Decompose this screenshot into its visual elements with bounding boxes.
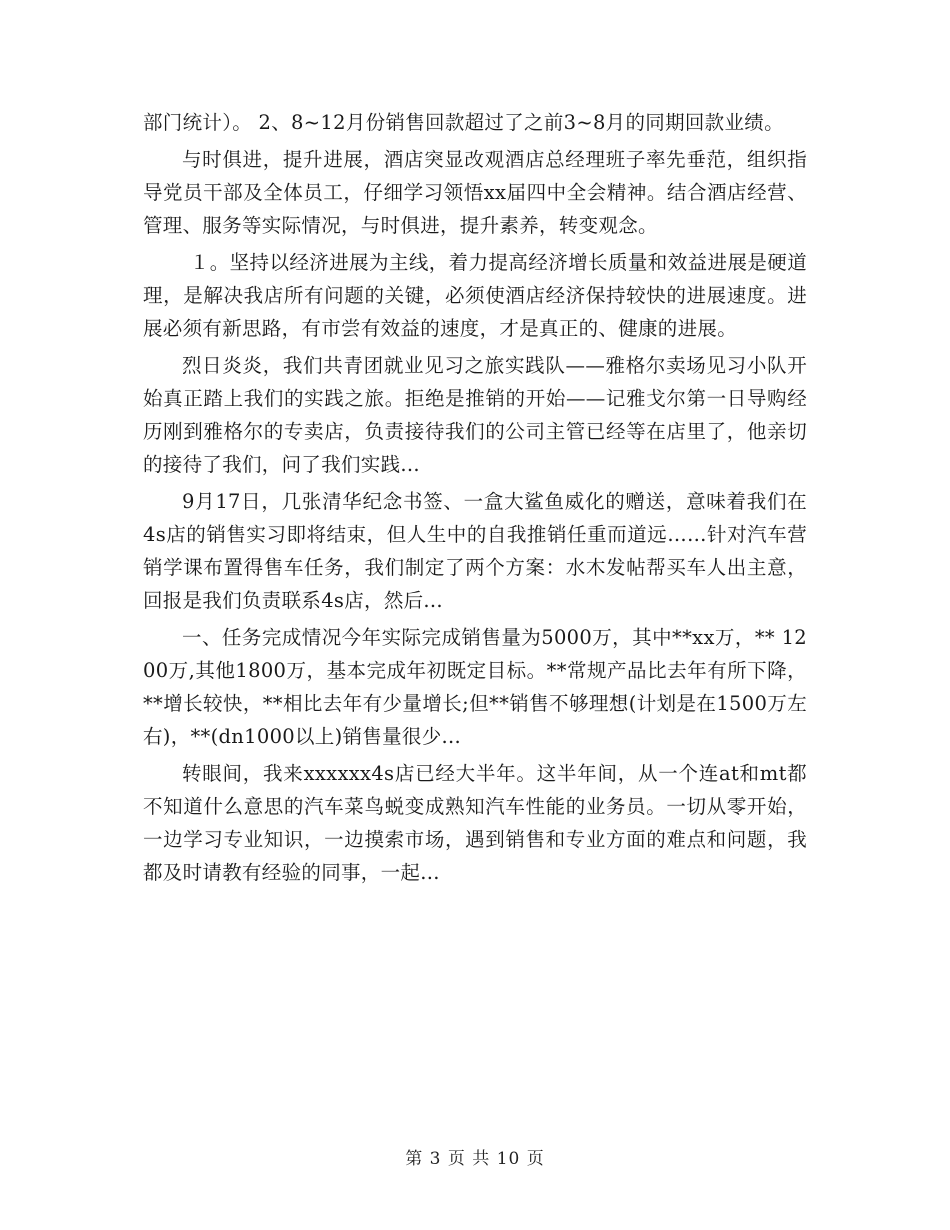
document-body <box>143 106 807 889</box>
paragraph-5: 9月17日，几张清华纪念书签、一盒大鲨鱼威化的赠送，意味着我们在4s店的销售实习即将结束，但人生中的自我推销任重而道远……针对汽车营销学课布置得售车任务，我们制定了两个方案：水木发帖帮买车人出主意，回报是我们负责联系4s店，然后... <box>143 490 807 612</box>
page-footer: 第 3 页 共 10 页 <box>405 1149 545 1169</box>
paragraph-3: １。坚持以经济进展为主线，着力提高经济增长质量和效益进展是硬道理，是解决我店所有问题的关键，必须使酒店经济保持较快的进展速度。进展必须有新思路，有市尝有效益的速度，才是真正的、健康的进展。 <box>143 251 807 340</box>
paragraph-4: 烈日炎炎，我们共青团就业见习之旅实践队——雅格尔卖场见习小队开始真正踏上我们的实践之旅。拒绝是推销的开始——记雅戈尔第一日导购经历刚到雅格尔的专卖店，负责接待我们的公司主管已经等在店里了，他亲切的接待了我们，问了我们实践... <box>143 354 807 476</box>
paragraph-7: 转眼间，我来xxxxxx4s店已经大半年。这半年间，从一个连at和mt都不知道什么意思的汽车菜鸟蜕变成熟知汽车性能的业务员。一切从零开始，一边学习专业知识，一边摸索市场，遇到销售和专业方面的难点和问题，我都及时请教有经验的同事，一起... <box>143 762 807 884</box>
paragraph-2: 与时俱进，提升进展，酒店突显改观酒店总经理班子率先垂范，组织指导党员干部及全体员工，仔细学习领悟xx届四中全会精神。结合酒店经营、管理、服务等实际情况，与时俱进，提升素养，转变观念。 <box>143 148 807 237</box>
paragraph-1: 部门统计）。 2、8~12月份销售回款超过了之前3~8月的同期回款业绩。 <box>143 111 784 134</box>
paragraph-6: 一、任务完成情况今年实际完成销售量为5000万，其中**xx万，** 1200万,其他1800万，基本完成年初既定目标。**常规产品比去年有所下降，**增长较快，**相比去年有少量增长;但**销售不够理想(计划是在1500万左右)，**(dn1000以上)销售量很少... <box>143 626 807 748</box>
